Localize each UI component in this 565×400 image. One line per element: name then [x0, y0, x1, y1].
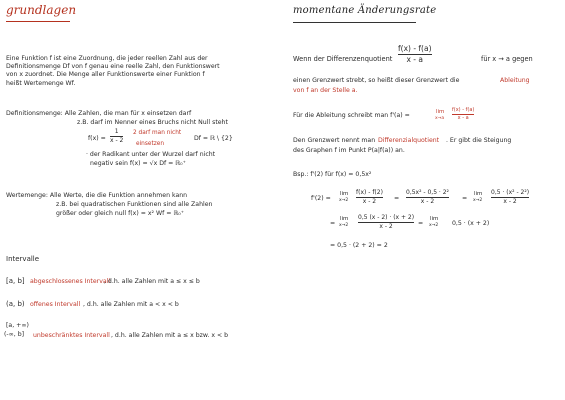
note-einsetzen: einsetzen [136, 141, 164, 147]
lim-2-sub: x→2 [473, 198, 483, 203]
p5-text-a: Den Grenzwert nennt man [293, 137, 376, 144]
interval-3-rest: , d.h. alle Zahlen mit a ≤ x bzw. x < b [111, 332, 229, 339]
intro-line-3: von x zuordnet. Die Menge aller Funktionswerte einer Funktion f [6, 71, 205, 78]
interval-3-type: unbeschränktes Intervall [33, 332, 110, 339]
definitionsmenge-line-3: · der Radikant unter der Wurzel darf nicht [86, 151, 216, 158]
equals-1: = [394, 195, 400, 202]
right-title-underline [293, 22, 416, 23]
note-darf-nicht: 2 darf man nicht [133, 130, 182, 136]
example-fraction-1: f(x) - f(2) x - 2 [356, 189, 383, 205]
wertemenge-line-3: größer oder gleich null f(x) = x² Wf = ℝ₀⁺ [56, 210, 185, 217]
lim-1-sub: x→2 [339, 198, 349, 203]
p1-text-a: Wenn der Differenzenquotient [293, 55, 393, 63]
lim-4-sub: x→2 [429, 223, 439, 228]
p2-ableitung: Ableitung [500, 77, 530, 84]
equals-3: = [330, 220, 336, 227]
interval-2-rest: , d.h. alle Zahlen mit a < x < b [83, 301, 179, 308]
example-fraction-3: 0,5 · (x² - 2²) x - 2 [491, 189, 530, 205]
fraction-1-over-x-2: 1 x - 2 [110, 128, 124, 144]
wertemenge-line-1: Wertemenge: Alle Werte, die die Funktion annehmen kann [6, 192, 188, 199]
p3-text: von f an der Stelle a. [293, 87, 358, 94]
beispiel-heading: Bsp.: f'(2) für f(x) = 0,5x² [293, 171, 372, 178]
intro-line-4: heißt Wertemenge Wf. [6, 80, 76, 87]
intervalle-heading: Intervalle [6, 255, 40, 263]
equals-2: = [462, 195, 468, 202]
wertemenge-line-2: z.B. bei quadratischen Funktionen sind alle Zahlen [56, 201, 213, 208]
interval-2-bracket: (a, b) [6, 300, 25, 308]
definitionsmenge-line-1: Definitionsmenge: Alle Zahlen, die man für x einsetzen darf [6, 110, 192, 117]
p2-text-a: einen Grenzwert strebt, so heißt dieser Grenzwert die [293, 77, 460, 84]
interval-3-bracket-b: (-∞, b] [4, 331, 25, 338]
df-value: Df = ℝ \ {2} [194, 135, 233, 142]
interval-1-type: abgeschlossenes Intervall [30, 278, 111, 285]
definitionsmenge-line-2: z.B. darf im Nenner eines Bruchs nicht Null steht [77, 119, 228, 126]
example-fraction-2: 0,5x² - 0,5 · 2² x - 2 [406, 189, 449, 205]
intro-line-1: Eine Funktion f ist eine Zuordnung, die jeder reellen Zahl aus der [6, 55, 208, 62]
definitionsmenge-line-4: negativ sein f(x) = √x Df = ℝ₀⁺ [90, 160, 186, 167]
lim-3: lim [340, 216, 349, 222]
example-fraction-4: 0,5 (x - 2) · (x + 2) x - 2 [358, 214, 415, 230]
p5-differenzialquotient: Differenzialquotient [378, 137, 440, 144]
fx-label: f(x) = [88, 135, 106, 142]
lim-3-sub: x→2 [339, 223, 349, 228]
lim-4: lim [430, 216, 439, 222]
p6-text: des Graphen f im Punkt P(a|f(a)) an. [293, 147, 405, 154]
p4-lim: lim [436, 109, 445, 115]
intro-line-2: Definitionsmenge Df von f genau eine reelle Zahl, den Funktionswert [6, 63, 220, 70]
lim-1: lim [340, 191, 349, 197]
p4-text: Für die Ableitung schreibt man f'(a) = [293, 112, 410, 119]
interval-3-bracket-a: [a, +∞) [6, 322, 29, 329]
equals-4: = [418, 220, 424, 227]
interval-2-type: offenes Intervall [30, 301, 81, 308]
right-title: momentane Änderungsrate [293, 5, 437, 16]
title-underline [6, 21, 70, 22]
example-final-result: = 0,5 · (2 + 2) = 2 [330, 242, 388, 249]
p1-text-b: für x → a gegen [481, 55, 533, 63]
example-result-expr: 0,5 · (x + 2) [452, 220, 490, 227]
p4-lim-sub: x→a [435, 116, 445, 121]
left-title: grundlagen [6, 3, 77, 17]
p5-text-c: . Er gibt die Steigung [446, 137, 512, 144]
p4-fraction: f(x) - f(a) x - a [452, 107, 475, 121]
interval-1-bracket: [a, b] [6, 277, 25, 285]
interval-1-rest: , d.h. alle Zahlen mit a ≤ x ≤ b [104, 278, 200, 285]
difference-quotient: f(x) - f(a) x - a [398, 44, 432, 64]
example-lhs: f'(2) = [311, 195, 331, 202]
lim-2: lim [474, 191, 483, 197]
